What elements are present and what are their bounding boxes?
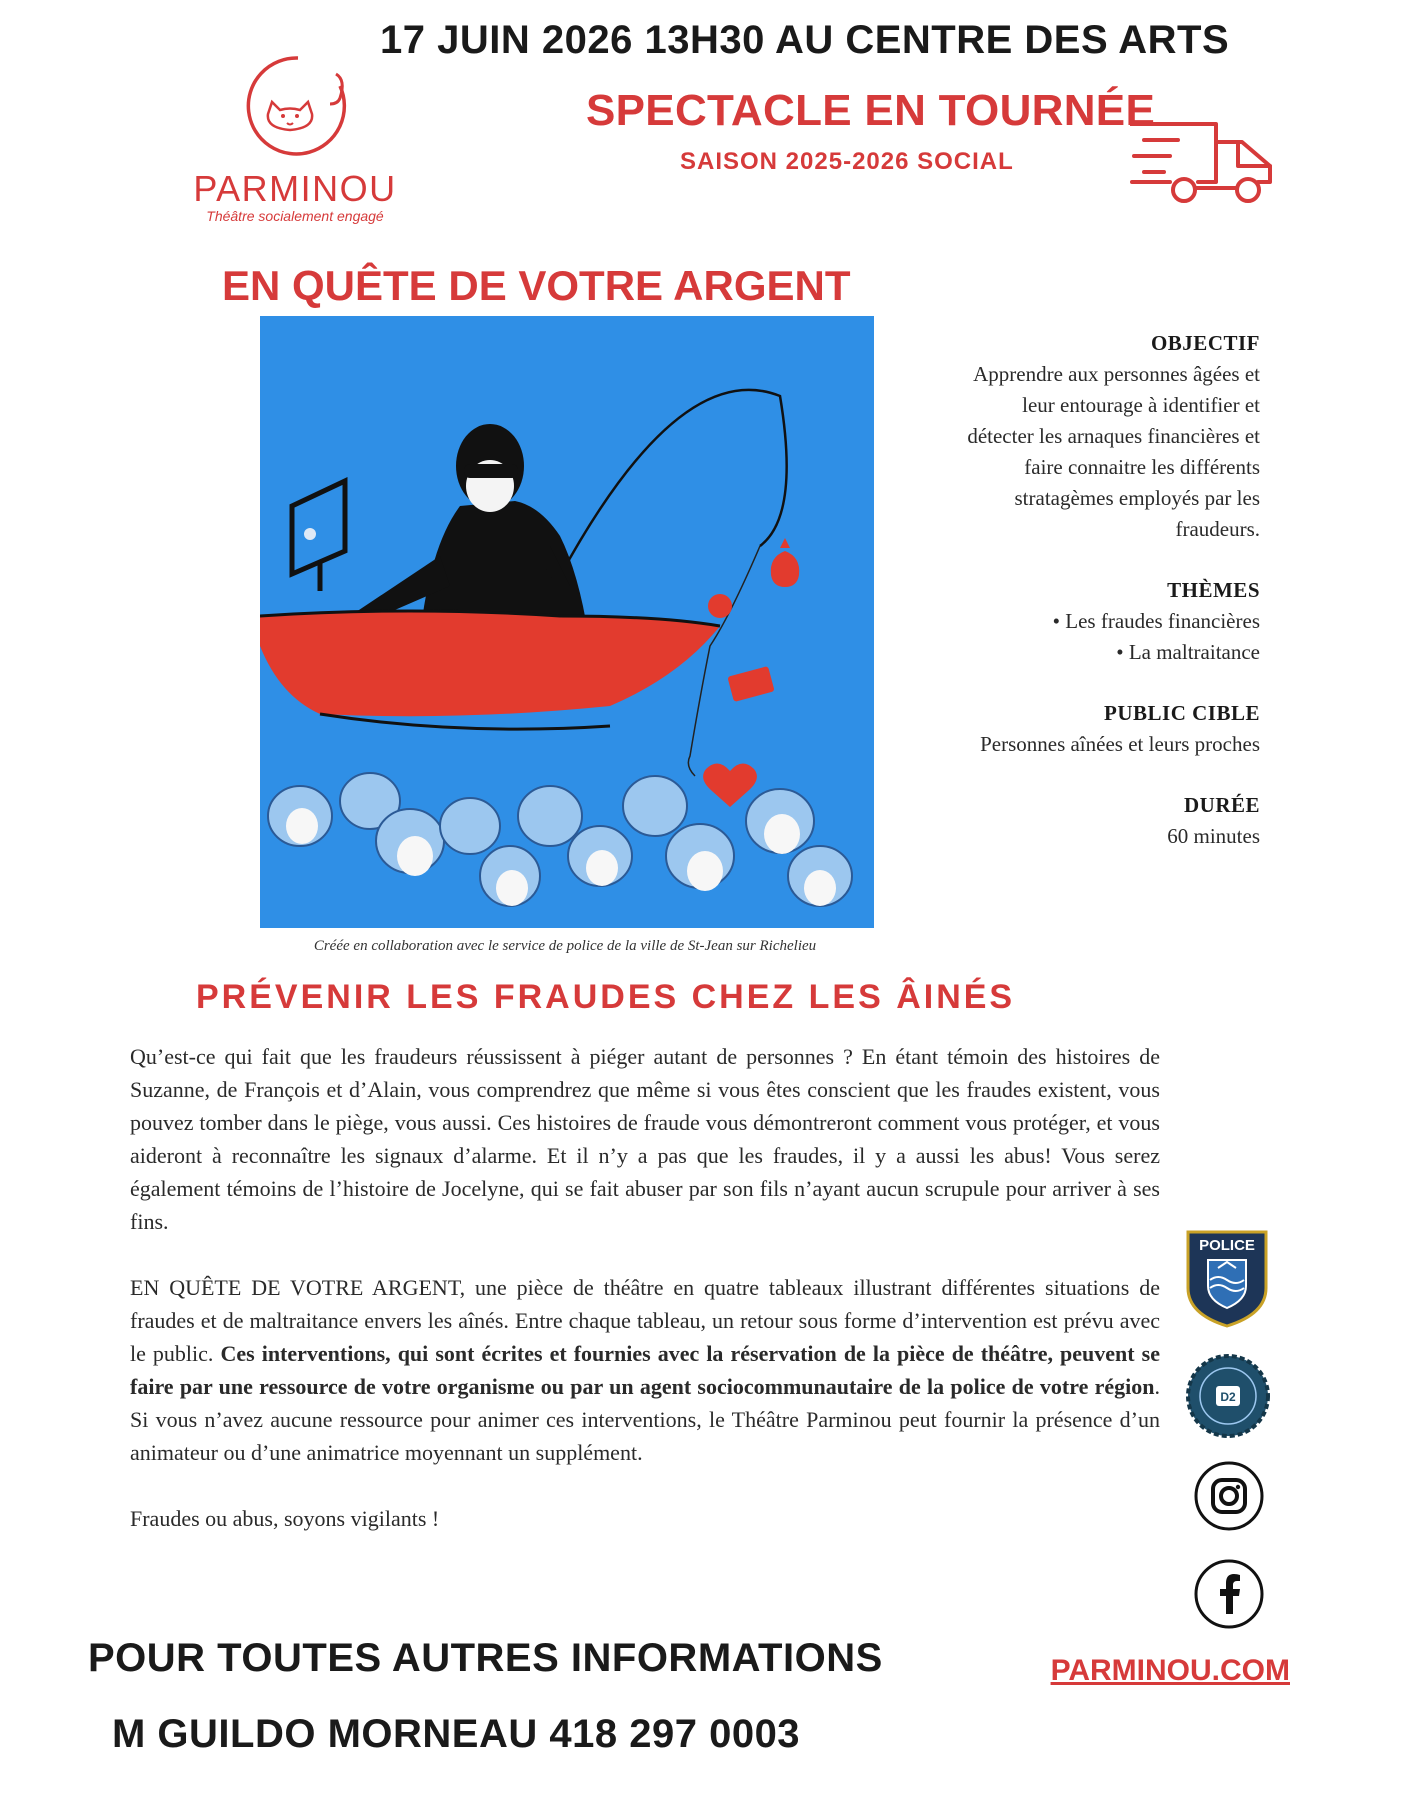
closing-line: Fraudes ou abus, soyons vigilants !	[130, 1506, 440, 1531]
paragraph-segment: . Si vous n’avez aucune ressource pour animer ces interventions, le Théâtre Parminou peut fournir la présence d’un animateur ou d’une animatrice moyennant un supplément.	[130, 1374, 1160, 1465]
police-badge-icon	[1182, 1224, 1272, 1328]
paragraph	[130, 1271, 1160, 1469]
audience-text: Personnes aînées et leurs proches	[980, 732, 1260, 756]
paragraph: Qu’est-ce qui fait que les fraudeurs réussissent à piéger autant de personnes ? En étant témoin des histoires de Suzanne, de François et d’Alain, vous comprendrez que même si vous êtes conscient que les fraudes existent, vous pouvez tomber dans le piège, vous aussi. Ces histoires de fraude vous démontreront comment vous protéger, et vous aideront à reconnaître les signaux d’alarme. Et il n’y a pas que les fraudes, il y a aussi les abus! Vous serez également témoins de l’histoire de Jocelyne, qui se fait abuser par son fils n’ayant aucun scrupule pour arriver à ses fins.	[130, 1044, 1160, 1234]
objective-heading: OBJECTIF	[1150, 331, 1260, 355]
section-title: PRÉVENIR LES FRAUDES CHEZ LES ÂINÉS	[196, 978, 1016, 1016]
audience-block	[960, 698, 1260, 760]
paragraph-bold-segment: Ces interventions, qui sont écrites et fournies avec la réservation de la pièce de théâtre, peuvent se faire par une ressource de votre organisme ou par un agent sociocommunautaire de la police de votre région	[130, 1341, 1160, 1399]
themes-block	[960, 575, 1260, 668]
brand-tagline: Théâtre socialement engagé	[206, 208, 384, 224]
theme-item: • La maltraitance	[1116, 640, 1260, 664]
body-text	[130, 1040, 1160, 1568]
objective-block	[960, 328, 1260, 545]
brand-name: PARMINOU	[193, 168, 397, 209]
cat-logo-icon	[240, 46, 360, 166]
illustration-caption: Créée en collaboration avec le service de police de la ville de St-Jean sur Richelieu	[313, 938, 817, 954]
themes-heading: THÈMES	[1167, 578, 1260, 602]
facebook-icon[interactable]	[1193, 1558, 1265, 1630]
fraudster-fishing-illustration	[260, 316, 874, 928]
info-line: POUR TOUTES AUTRES INFORMATIONS	[88, 1636, 883, 1680]
duration-block	[960, 790, 1260, 852]
objective-text: Apprendre aux personnes âgées et leur entourage à identifier et détecter les arnaques financières et faire connaitre les différents stratagèmes employés par les fraudeurs.	[967, 362, 1260, 541]
d2-badge-icon	[1186, 1354, 1270, 1438]
event-date-line: 17 JUIN 2026 13H30 AU CENTRE DES ARTS	[380, 18, 1230, 62]
instagram-icon[interactable]	[1193, 1460, 1265, 1532]
duration-text: 60 minutes	[1167, 824, 1260, 848]
audience-heading: PUBLIC CIBLE	[1104, 701, 1260, 725]
paragraph-segment: EN QUÊTE DE VOTRE ARGENT, une pièce de théâtre en quatre tableaux illustrant différentes situations de fraudes et de maltraitance envers les aînés. Entre chaque tableau, un retour sous forme d’intervention est prévu avec le public.	[130, 1275, 1160, 1366]
duration-heading: DURÉE	[1183, 793, 1260, 817]
theme-item: • Les fraudes financières	[1052, 609, 1260, 633]
info-sidebar	[960, 328, 1260, 882]
d2-label: D2	[1220, 1390, 1236, 1404]
contact-line: M GUILDO MORNEAU 418 297 0003	[112, 1712, 801, 1756]
website-link[interactable]: PARMINOU.COM	[1050, 1654, 1290, 1687]
season-line: SAISON 2025-2026 SOCIAL	[680, 148, 1014, 175]
tour-title: SPECTACLE EN TOURNÉE	[586, 86, 1156, 135]
show-title: EN QUÊTE DE VOTRE ARGENT	[222, 262, 851, 309]
police-label: POLICE	[1199, 1237, 1255, 1254]
delivery-truck-icon	[1130, 112, 1280, 212]
